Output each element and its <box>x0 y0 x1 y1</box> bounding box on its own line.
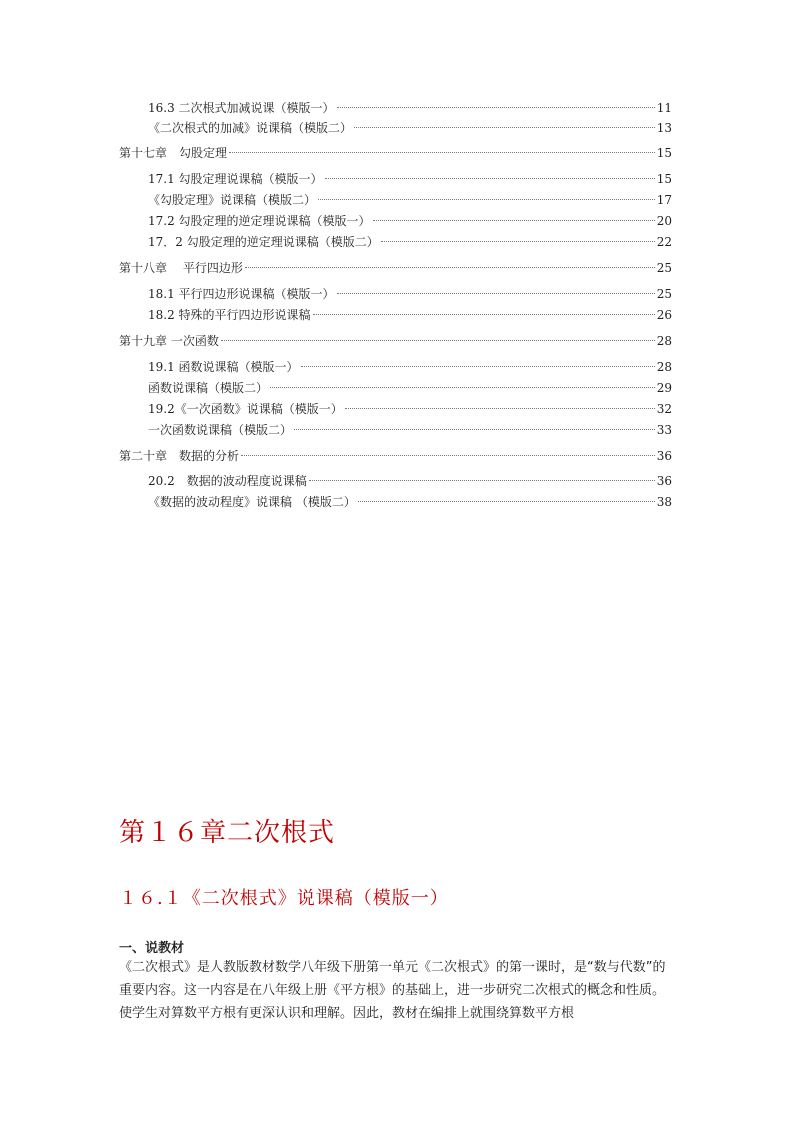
toc-leader-dots <box>381 241 655 242</box>
toc-entry-page: 15 <box>656 172 672 186</box>
toc-leader-dots <box>337 107 655 108</box>
toc-leader-dots <box>325 178 655 179</box>
toc-entry[interactable] <box>148 190 672 210</box>
toc-entry[interactable] <box>148 399 672 419</box>
toc-leader-dots <box>241 455 655 456</box>
toc-entry-label: 第十九章 一次函数 <box>119 334 219 348</box>
toc-leader-dots <box>345 408 655 409</box>
toc-leader-dots <box>318 199 655 200</box>
toc-entry-page: 36 <box>656 474 672 488</box>
toc-entry-page: 38 <box>656 495 672 509</box>
toc-entry[interactable] <box>148 98 672 118</box>
toc-entry[interactable] <box>148 118 672 138</box>
toc-entry-page: 25 <box>656 287 672 301</box>
section-title: １６.１《二次根式》说课稿（模版一） <box>119 888 449 909</box>
toc-entry[interactable] <box>148 284 672 304</box>
toc-entry-page: 28 <box>656 360 672 374</box>
toc-chapter-entry[interactable] <box>119 446 672 466</box>
toc-entry-label: 20.2 数据的波动程度说课稿 <box>148 474 307 488</box>
toc-entry-page: 11 <box>656 101 672 115</box>
toc-entry-page: 15 <box>656 146 672 160</box>
toc-entry-page: 13 <box>656 121 672 135</box>
toc-leader-dots <box>358 501 655 502</box>
toc-entry-page: 25 <box>656 261 672 275</box>
toc-leader-dots <box>354 127 655 128</box>
toc-entry[interactable] <box>148 211 672 231</box>
toc-entry-label: 一次函数说课稿（模版二） <box>148 423 293 437</box>
toc-entry[interactable] <box>148 357 672 377</box>
toc-entry[interactable] <box>148 305 672 325</box>
toc-entry-page: 22 <box>656 235 672 249</box>
toc-entry-label: 17.2 勾股定理的逆定理说课稿（模版一） <box>148 214 371 228</box>
toc-chapter-entry[interactable] <box>119 143 672 163</box>
toc-entry-page: 36 <box>656 449 672 463</box>
toc-leader-dots <box>373 220 655 221</box>
toc-entry-label: 函数说课稿（模版二） <box>148 381 269 395</box>
toc-entry-page: 20 <box>656 214 672 228</box>
toc-entry-page: 28 <box>656 334 672 348</box>
toc-entry[interactable] <box>148 169 672 189</box>
toc-leader-dots <box>270 387 655 388</box>
toc-leader-dots <box>337 293 655 294</box>
toc-entry[interactable] <box>148 232 672 252</box>
toc-leader-dots <box>221 340 655 341</box>
toc-chapter-entry[interactable] <box>119 258 672 278</box>
toc-entry-page: 17 <box>656 193 672 207</box>
toc-entry-label: 16.3 二次根式加减说课（模版一） <box>148 101 335 115</box>
toc-entry-label: 19.2《一次函数》说课稿（模版一） <box>148 402 343 416</box>
section-heading: 一、说教材 <box>119 941 185 956</box>
toc-entry[interactable] <box>148 420 672 440</box>
toc-entry[interactable] <box>148 378 672 398</box>
toc-leader-dots <box>313 314 655 315</box>
toc-entry-label: 第十七章 勾股定理 <box>119 146 228 160</box>
toc-entry[interactable] <box>148 471 672 491</box>
toc-entry-label: 《勾股定理》说课稿（模版二） <box>148 193 317 207</box>
toc-entry-label: 《二次根式的加减》说课稿（模版二） <box>148 121 353 135</box>
toc-entry-label: 第二十章 数据的分析 <box>119 449 240 463</box>
toc-leader-dots <box>309 480 655 481</box>
toc-entry-label: 《数据的波动程度》说课稿 （模版二） <box>148 495 356 509</box>
toc-entry-page: 26 <box>656 308 672 322</box>
toc-entry-label: 18.1 平行四边形说课稿（模版一） <box>148 287 335 301</box>
toc-entry-label: 19.1 函数说课稿（模版一） <box>148 360 299 374</box>
body-paragraph: 《二次根式》是人教版教材数学八年级下册第一单元《二次根式》的第一课时，是“数与代数”的重要内容。这一内容是在八年级上册《平方根》的基础上，进一步研究二次根式的概念和性质。使学生对算数平方根有更深认识和理解。因此，教材在编排上就围绕算数平方根 <box>119 960 666 1021</box>
toc-entry-page: 32 <box>656 402 672 416</box>
toc-entry-page: 29 <box>656 381 672 395</box>
toc-chapter-entry[interactable] <box>119 331 672 351</box>
toc-leader-dots <box>301 366 655 367</box>
toc-entry[interactable] <box>148 492 672 512</box>
toc-leader-dots <box>294 429 655 430</box>
toc-entry-label: 第十八章 平行四边形 <box>119 261 243 275</box>
toc-leader-dots <box>245 267 655 268</box>
chapter-title: 第１６章二次根式 <box>119 818 336 848</box>
toc-leader-dots <box>229 152 655 153</box>
toc-entry-label: 17．2 勾股定理的逆定理说课稿（模版二） <box>148 235 379 249</box>
toc-entry-label: 18.2 特殊的平行四边形说课稿 <box>148 308 311 322</box>
toc-entry-page: 33 <box>656 423 672 437</box>
toc-entry-label: 17.1 勾股定理说课稿（模版一） <box>148 172 323 186</box>
